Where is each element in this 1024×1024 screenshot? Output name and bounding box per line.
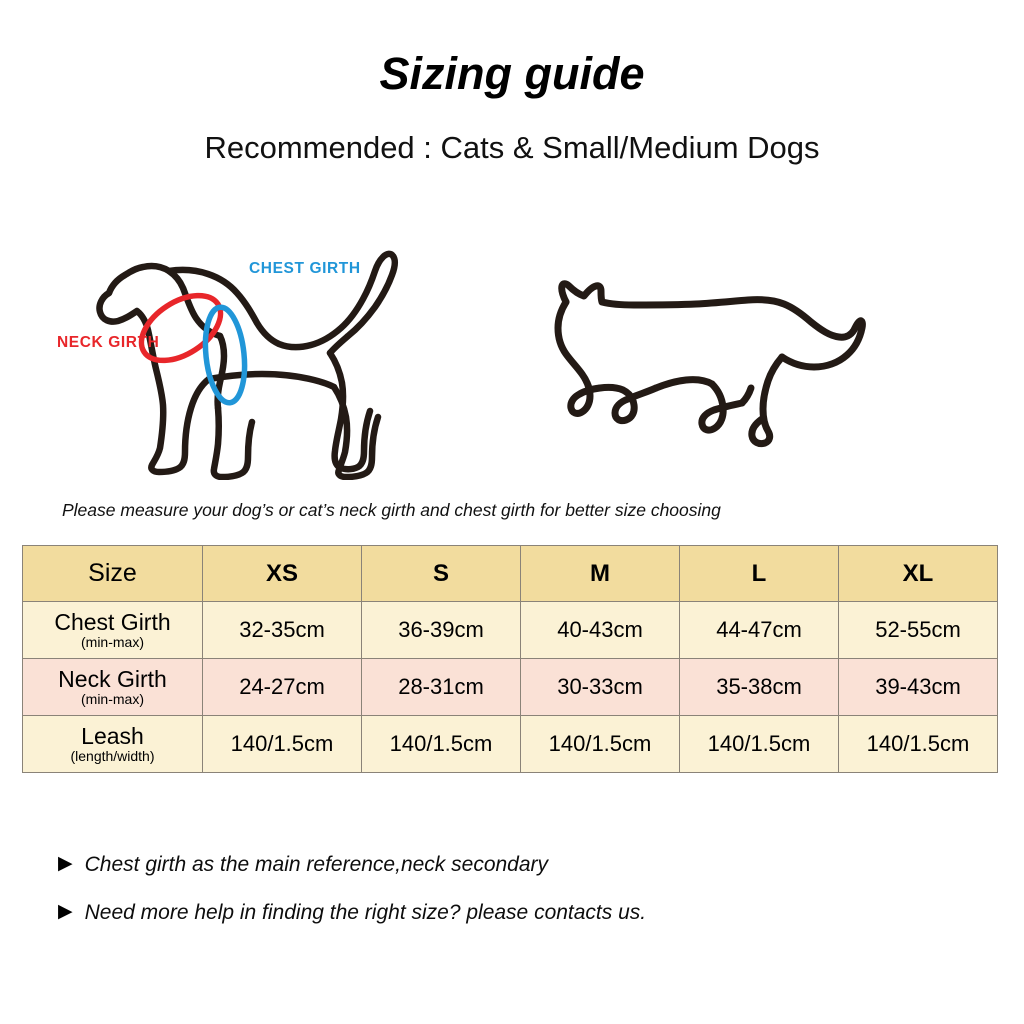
cell-neck-l: 35-38cm [680,659,839,716]
illustration-area [0,215,1024,480]
cell-neck-xl: 39-43cm [839,659,998,716]
row-label-leash [23,716,203,773]
header-cell-l: L [680,546,839,602]
header-cell-size: Size [23,546,203,602]
cell-neck-m: 30-33cm [521,659,680,716]
cell-leash-l: 140/1.5cm [680,716,839,773]
footer-note-text: Chest girth as the main reference,neck secondary [84,853,549,876]
header-cell-xs: XS [203,546,362,602]
table-row [23,659,998,716]
table-row [23,716,998,773]
header-cell-m: M [521,546,680,602]
footer-notes [58,852,958,949]
header-cell-s: S [362,546,521,602]
cell-chest-m: 40-43cm [521,602,680,659]
footer-note-text: Need more help in finding the right size? please contacts us. [84,901,647,925]
size-table [22,545,998,773]
cell-chest-xl: 52-55cm [839,602,998,659]
list-item [58,852,958,878]
row-label-main: Neck Girth [58,666,167,692]
cell-leash-xl: 140/1.5cm [839,716,998,773]
cat-illustration [530,260,890,460]
table-header-row [23,546,998,602]
neck-girth-label: NECK GIRTH [57,334,160,351]
cell-neck-xs: 24-27cm [203,659,362,716]
cell-chest-xs: 32-35cm [203,602,362,659]
header-cell-xl: XL [839,546,998,602]
row-label-sub: (min-max) [81,634,144,650]
list-item [58,900,958,926]
row-label-sub: (min-max) [81,691,144,707]
measure-instruction: Please measure your dog’s or cat’s neck girth and chest girth for better size choosing [62,500,721,520]
row-label-chest-girth [23,602,203,659]
table-row [23,602,998,659]
row-label-sub: (length/width) [70,748,155,764]
page-subtitle: Recommended : Cats & Small/Medium Dogs [204,130,820,165]
cell-chest-s: 36-39cm [362,602,521,659]
cell-leash-m: 140/1.5cm [521,716,680,773]
row-label-neck-girth [23,659,203,716]
page-title: Sizing guide [379,48,645,99]
chest-girth-label: CHEST GIRTH [249,260,361,277]
triangle-bullet-icon: ▶ [58,853,73,874]
cell-leash-s: 140/1.5cm [362,716,521,773]
row-label-main: Leash [81,723,144,749]
triangle-bullet-icon: ▶ [58,901,73,923]
cell-neck-s: 28-31cm [362,659,521,716]
cell-leash-xs: 140/1.5cm [203,716,362,773]
cell-chest-l: 44-47cm [680,602,839,659]
row-label-main: Chest Girth [54,609,171,635]
